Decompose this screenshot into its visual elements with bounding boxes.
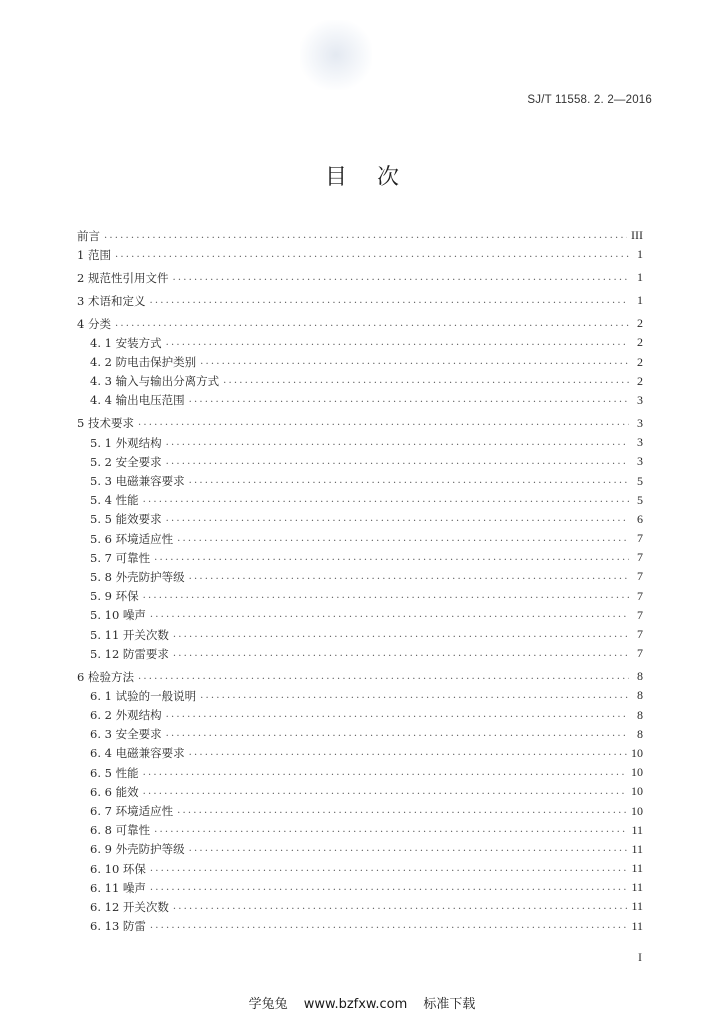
title-char-2: 次 (377, 165, 400, 190)
page-title (0, 160, 724, 191)
toc-entry-page: 7 (637, 627, 643, 642)
toc-entry[interactable] (77, 725, 643, 744)
toc-leader-dots (143, 787, 627, 797)
toc-entry-page: 1 (637, 293, 643, 308)
toc-entry[interactable] (77, 471, 643, 490)
toc-entry-label: 1 范围 (77, 247, 111, 262)
toc-entry[interactable] (77, 667, 643, 686)
toc-leader-dots (189, 572, 629, 582)
toc-entry-page: 8 (637, 726, 643, 741)
toc-entry-page: 10 (631, 803, 643, 818)
toc-leader-dots (150, 610, 629, 620)
toc-entry-page: 2 (637, 354, 643, 369)
toc-entry[interactable] (77, 840, 643, 859)
toc-leader-dots (177, 806, 627, 816)
toc-entry[interactable] (77, 917, 643, 936)
toc-entry[interactable] (77, 686, 643, 705)
toc-leader-dots (189, 395, 629, 405)
toc-entry-page: III (631, 228, 643, 243)
toc-leader-dots (166, 457, 629, 467)
toc-entry-label: 6. 12 开关次数 (90, 899, 169, 914)
toc-leader-dots (166, 338, 629, 348)
toc-leader-dots (154, 553, 629, 563)
toc-entry-label: 6. 11 噪声 (90, 880, 146, 895)
toc-entry[interactable] (77, 245, 643, 264)
toc-entry-label: 6. 7 环境适应性 (90, 804, 174, 819)
toc-leader-dots (166, 438, 629, 448)
toc-entry-label: 4. 1 安装方式 (90, 335, 162, 350)
toc-entry[interactable] (77, 491, 643, 510)
toc-entry-label: 5. 10 噪声 (90, 608, 146, 623)
toc-entry[interactable] (77, 510, 643, 529)
toc-entry[interactable] (77, 529, 643, 548)
toc-entry-page: 3 (637, 454, 643, 469)
toc-entry[interactable] (77, 744, 643, 763)
toc-entry[interactable] (77, 226, 643, 245)
toc-entry-page: 11 (631, 822, 643, 837)
toc-entry-label: 4. 2 防电击保护类别 (90, 355, 197, 370)
toc-entry-page: 5 (637, 473, 643, 488)
toc-entry-label: 5. 3 电磁兼容要求 (90, 474, 185, 489)
toc-entry-page: 11 (631, 880, 643, 895)
toc-entry[interactable] (77, 414, 643, 433)
toc-leader-dots (150, 883, 628, 893)
toc-entry[interactable] (77, 567, 643, 586)
toc-entry-page: 2 (637, 335, 643, 350)
toc-leader-dots (189, 476, 629, 486)
toc-entry[interactable] (77, 268, 643, 287)
toc-entry[interactable] (77, 391, 643, 410)
toc-entry-label: 5. 9 环保 (90, 589, 139, 604)
toc-entry-label: 6. 8 可靠性 (90, 823, 151, 838)
toc-leader-dots (173, 902, 628, 912)
toc-entry-label: 6. 2 外观结构 (90, 708, 162, 723)
toc-entry-page: 7 (637, 588, 643, 603)
toc-leader-dots (104, 231, 627, 241)
toc-entry-page: 2 (637, 316, 643, 331)
toc-entry[interactable] (77, 897, 643, 916)
toc-entry-label: 5 技术要求 (77, 416, 134, 431)
toc-entry[interactable] (77, 452, 643, 471)
toc-leader-dots (200, 691, 629, 701)
toc-entry[interactable] (77, 763, 643, 782)
toc-leader-dots (177, 534, 629, 544)
toc-entry[interactable] (77, 291, 643, 310)
toc-entry-label: 4. 4 输出电压范围 (90, 393, 185, 408)
toc-entry-page: 11 (631, 861, 643, 876)
footer-watermark (0, 993, 724, 1012)
toc-entry-label: 5. 5 能效要求 (90, 512, 162, 527)
footer-url[interactable]: www.bzfxw.com (303, 997, 408, 1012)
toc-leader-dots (223, 376, 629, 386)
toc-entry[interactable] (77, 859, 643, 878)
toc-leader-dots (189, 844, 628, 854)
toc-leader-dots (189, 748, 627, 758)
toc-entry-label: 5. 7 可靠性 (90, 550, 151, 565)
toc-entry[interactable] (77, 433, 643, 452)
toc-leader-dots (200, 357, 629, 367)
toc-entry-page: 1 (637, 270, 643, 285)
toc-entry-page: 11 (631, 918, 643, 933)
toc-entry[interactable] (77, 548, 643, 567)
toc-entry-page: 8 (637, 669, 643, 684)
toc-leader-dots (143, 495, 629, 505)
toc-leader-dots (138, 418, 629, 428)
toc-entry-page: 8 (637, 688, 643, 703)
toc-entry[interactable] (77, 705, 643, 724)
toc-entry-label: 5. 6 环境适应性 (90, 531, 174, 546)
toc-entry-label: 6 检验方法 (77, 669, 134, 684)
toc-entry-page: 7 (637, 569, 643, 584)
toc-entry-page: 7 (637, 531, 643, 546)
toc-leader-dots (172, 273, 629, 283)
toc-entry-page: 3 (637, 392, 643, 407)
toc-entry-page: 7 (637, 550, 643, 565)
toc-entry-page: 5 (637, 492, 643, 507)
toc-leader-dots (154, 825, 627, 835)
toc-leader-dots (150, 921, 628, 931)
toc-entry[interactable] (77, 625, 643, 644)
toc-leader-dots (166, 729, 629, 739)
toc-entry-label: 5. 11 开关次数 (90, 627, 169, 642)
toc-entry[interactable] (77, 782, 643, 801)
toc-entry[interactable] (77, 587, 643, 606)
toc-leader-dots (115, 319, 629, 329)
toc-entry-label: 6. 3 安全要求 (90, 727, 162, 742)
toc-leader-dots (115, 250, 629, 260)
toc-leader-dots (143, 591, 629, 601)
toc-entry-page: 10 (631, 765, 643, 780)
toc-entry-label: 6. 1 试验的一般说明 (90, 688, 197, 703)
toc-leader-dots (143, 768, 627, 778)
toc-entry-label: 5. 2 安全要求 (90, 454, 162, 469)
toc-entry-label: 6. 9 外壳防护等级 (90, 842, 185, 857)
toc-entry-label: 4 分类 (77, 316, 111, 331)
toc-entry[interactable] (77, 333, 643, 352)
toc-entry[interactable] (77, 878, 643, 897)
toc-entry[interactable] (77, 372, 643, 391)
toc-entry-page: 10 (631, 745, 643, 760)
scan-watermark (300, 20, 372, 90)
document-code: SJ/T 11558. 2. 2—2016 (527, 94, 652, 106)
toc-entry-label: 6. 4 电磁兼容要求 (90, 746, 185, 761)
toc-entry[interactable] (77, 801, 643, 820)
toc-entry-label: 3 术语和定义 (77, 293, 146, 308)
toc-entry-label: 6. 5 性能 (90, 765, 139, 780)
toc-entry-label: 4. 3 输入与输出分离方式 (90, 374, 220, 389)
toc-leader-dots (149, 296, 629, 306)
title-char-1: 目 (324, 165, 347, 190)
toc-entry-page: 7 (637, 646, 643, 661)
toc-leader-dots (150, 864, 628, 874)
toc-entry-label: 6. 10 环保 (90, 861, 146, 876)
toc-entry-page: 7 (637, 607, 643, 622)
toc-entry-page: 6 (637, 511, 643, 526)
toc-entry-label: 前言 (77, 228, 100, 243)
toc-entry[interactable] (77, 606, 643, 625)
toc-entry-label: 5. 1 外观结构 (90, 435, 162, 450)
table-of-contents (77, 226, 643, 936)
toc-entry[interactable] (77, 821, 643, 840)
toc-entry[interactable] (77, 644, 643, 663)
toc-entry-page: 2 (637, 373, 643, 388)
toc-entry-label: 5. 8 外壳防护等级 (90, 569, 185, 584)
toc-leader-dots (166, 710, 629, 720)
toc-entry-label: 5. 12 防雷要求 (90, 646, 169, 661)
toc-entry-page: 3 (637, 415, 643, 430)
toc-entry-label: 2 规范性引用文件 (77, 270, 169, 285)
toc-leader-dots (166, 514, 629, 524)
toc-entry[interactable] (77, 353, 643, 372)
toc-entry-label: 5. 4 性能 (90, 493, 139, 508)
toc-leader-dots (173, 630, 629, 640)
toc-entry-page: 1 (637, 247, 643, 262)
toc-entry-label: 6. 13 防雷 (90, 919, 146, 934)
toc-entry-page: 11 (631, 899, 643, 914)
toc-entry-label: 6. 6 能效 (90, 784, 139, 799)
toc-leader-dots (138, 672, 629, 682)
footer-site-name: 学兔兔 (248, 997, 288, 1012)
page-number: I (638, 950, 642, 964)
toc-entry[interactable] (77, 314, 643, 333)
toc-entry-page: 3 (637, 435, 643, 450)
footer-slogan: 标准下载 (423, 997, 476, 1012)
toc-entry-page: 11 (631, 841, 643, 856)
toc-entry-page: 10 (631, 784, 643, 799)
toc-leader-dots (173, 649, 629, 659)
toc-entry-page: 8 (637, 707, 643, 722)
